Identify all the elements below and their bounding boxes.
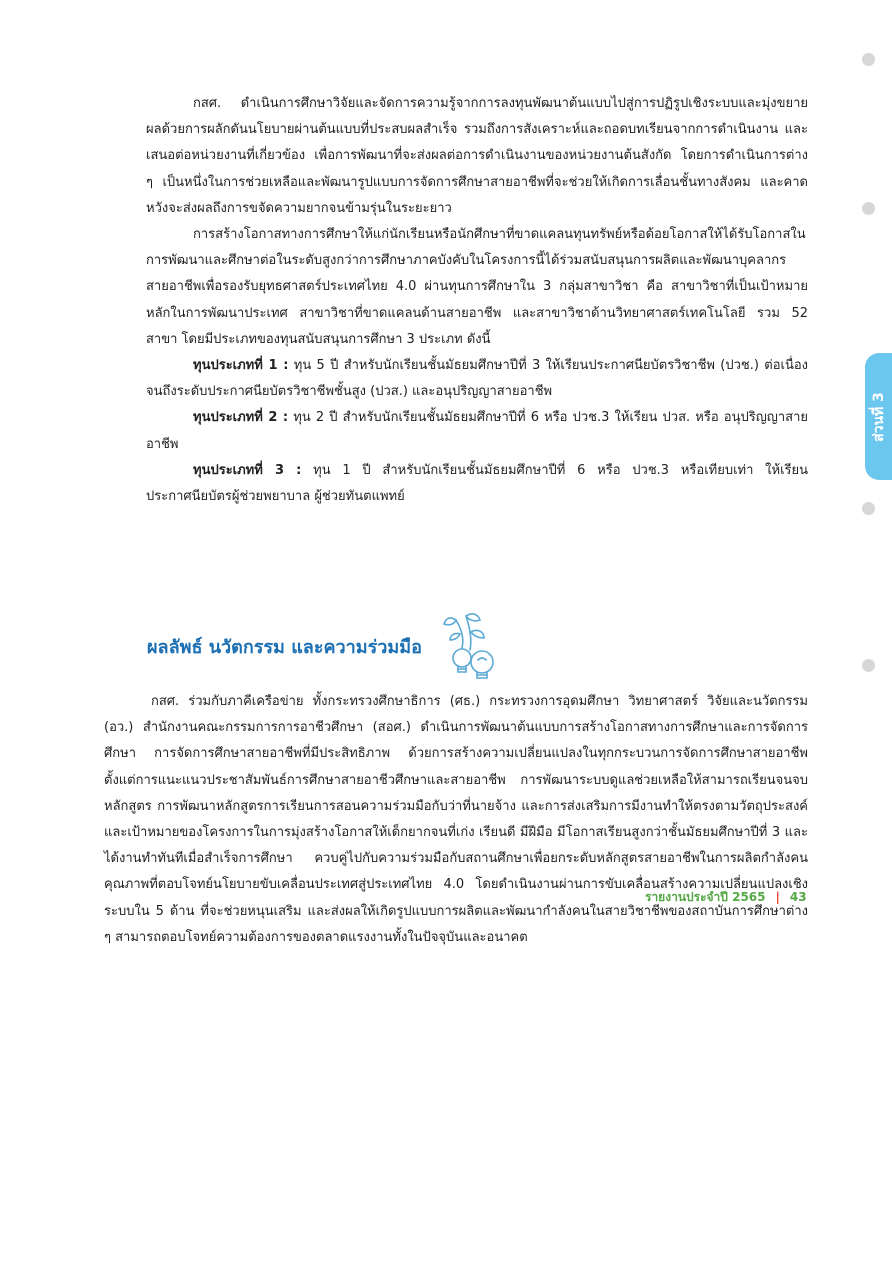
scholarship-type-2 bbox=[146, 405, 808, 457]
scholarship-type-3-text: ทุน 1 ปี สำหรับนักเรียนชั้นมัธยมศึกษาปีที่ 6 หรือ ปวช.3 หรือเทียบเท่า ให้เรียนประกาศนียบัตรผู้ช่วยพยาบาล ผู้ช่วยทันตแพทย์ bbox=[146, 462, 808, 505]
scholarship-type-2-text: ทุน 2 ปี สำหรับนักเรียนชั้นมัธยมศึกษาปีที่ 6 หรือ ปวช.3 ให้เรียน ปวส. หรือ อนุปริญญาสายอาชีพ bbox=[146, 410, 808, 452]
scholarship-type-1-text: ทุน 5 ปี สำหรับนักเรียนชั้นมัธยมศึกษาปีที่ 3 ให้เรียนประกาศนียบัตรวิชาชีพ (ปวช.) ต่อเนื่องจนถึงระดับประกาศนียบัตรวิชาชีพชั้นสูง (ปวส.) และอนุปริญญาสายอาชีพ bbox=[146, 358, 809, 400]
scholarship-type-3 bbox=[146, 458, 808, 510]
footer-separator: | bbox=[775, 890, 780, 904]
section-body-block bbox=[104, 689, 808, 951]
scholarship-type-1-label: ทุนประเภทที่ 1 : bbox=[193, 358, 289, 374]
side-tab-label: ส่วนที่ 3 bbox=[870, 391, 887, 442]
scholarship-type-3-label: ทุนประเภทที่ 3 : bbox=[193, 462, 302, 478]
lightbulb-plant-icon bbox=[436, 610, 502, 680]
page-footer bbox=[645, 888, 807, 907]
section-heading: ผลลัพธ์ นวัตกรรม และความร่วมมือ bbox=[147, 637, 422, 658]
margin-dot-4 bbox=[862, 659, 875, 672]
scholarship-type-2-label: ทุนประเภทที่ 2 : bbox=[193, 410, 289, 426]
section-side-tab bbox=[865, 353, 892, 480]
report-title: รายงานประจำปี 2565 bbox=[645, 890, 766, 904]
page-number: 43 bbox=[789, 890, 807, 904]
margin-dot-1 bbox=[862, 53, 875, 66]
intro-paragraph-2: การสร้างโอกาสทางการศึกษาให้แก่นักเรียนหรือนักศึกษาที่ขาดแคลนทุนทรัพย์หรือด้อยโอกาสให้ได้รับโอกาสในการพัฒนาและศึกษาต่อในระดับสูงกว่าการศึกษาภาคบังคับในโครงการนี้ได้ร่วมสนับสนุนการผลิตและพัฒนาบุคลากรสายอาชีพเพื่อรองรับยุทธศาสตร์ประเทศไทย 4.0 ผ่านทุนการศึกษาใน 3 กลุ่มสาขาวิชา คือ สาขาวิชาที่เป็นเป้าหมายหลักในการพัฒนาประเทศ สาขาวิชาที่ขาดแคลนด้านสายอาชีพ และสาขาวิชาด้านวิทยาศาสตร์เทคโนโลยี รวม 52 สาขา โดยมีประเภทของทุนสนับสนุนการศึกษา 3 ประเภท ดังนี้ bbox=[146, 227, 808, 347]
scholarship-type-1 bbox=[146, 353, 808, 405]
margin-dot-3 bbox=[862, 502, 875, 515]
section-body-paragraph: กสศ. ร่วมกับภาคีเครือข่าย ทั้งกระทรวงศึกษาธิการ (ศธ.) กระทรวงการอุดมศึกษา วิทยาศาสตร์ วิจัยและนวัตกรรม (อว.) สำนักงานคณะกรรมการการอาชีวศึกษา (สอศ.) ดำเนินการพัฒนาต้นแบบการสร้างโอกาสทางการศึกษาและการจัดการศึกษา การจัดการศึกษาสายอาชีพที่มีประสิทธิภาพ ด้วยการสร้างความเปลี่ยนแปลงในทุกกระบวนการจัดการศึกษาสายอาชีพ ตั้งแต่การแนะแนวประชาสัมพันธ์การศึกษาสายอาชีวศึกษาและสายอาชีพ การพัฒนาระบบดูแลช่วยเหลือให้สามารถเรียนจนจบหลักสูตร การพัฒนาหลักสูตรการเรียนการสอนความร่วมมือกับว่าที่นายจ้าง และการส่งเสริมการมีงานทำให้ตรงตามวัตถุประสงค์และเป้าหมายของโครงการในการมุ่งสร้างโอกาสให้เด็กยากจนที่เก่ง เรียนดี มีฝีมือ มีโอกาสเรียนสูงกว่าชั้นมัธยมศึกษาปีที่ 3 และได้งานทำทันทีเมื่อสำเร็จการศึกษา ควบคู่ไปกับความร่วมมือกับสถานศึกษาเพื่อยกระดับหลักสูตรสายอาชีพในการผลิตกำลังคนคุณภาพที่ตอบโจทย์นโยบายขับเคลื่อนประเทศสู่ประเทศไทย 4.0 โดยดำเนินงานผ่านการขับเคลื่อนสร้างความเปลี่ยนแปลงเชิงระบบใน 5 ด้าน ที่จะช่วยหนุนเสริม และส่งผลให้เกิดรูปแบบการผลิตและพัฒนากำลังคนในสายวิชาชีพของสถาบันการศึกษาต่าง ๆ สามารถตอบโจทย์ความต้องการของตลาดแรงงานทั้งในปัจจุบันและอนาคต bbox=[104, 694, 808, 945]
margin-dot-2 bbox=[862, 202, 875, 215]
intro-block bbox=[146, 91, 808, 510]
intro-paragraph-1: กสศ. ดำเนินการศึกษาวิจัยและจัดการความรู้จากการลงทุนพัฒนาต้นแบบไปสู่การปฏิรูปเชิงระบบและมุ่งขยายผลด้วยการผลักดันนโยบายผ่านต้นแบบที่ประสบผลสำเร็จ รวมถึงการสังเคราะห์และถอดบทเรียนจากการดำเนินงาน และเสนอต่อหน่วยงานที่เกี่ยวข้อง เพื่อการพัฒนาที่จะส่งผลต่อการดำเนินงานของหน่วยงานต้นสังกัด โดยการดำเนินการต่าง ๆ เป็นหนึ่งในการช่วยเหลือและพัฒนารูปแบบการจัดการศึกษาสายอาชีพที่จะช่วยให้เกิดการเลื่อนชั้นทางสังคม และคาดหวังจะส่งผลถึงการขจัดความยากจนข้ามรุ่นในระยะยาว bbox=[146, 96, 808, 216]
